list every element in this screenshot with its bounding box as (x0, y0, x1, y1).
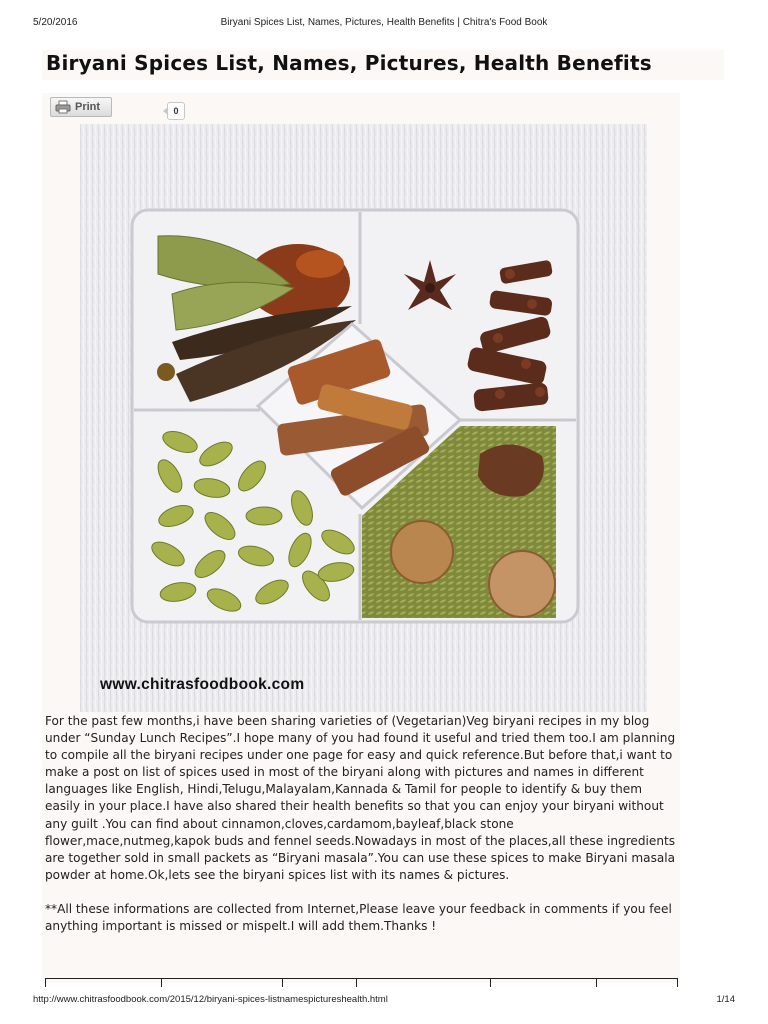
print-label: Print (75, 101, 101, 113)
page-url: http://www.chitrasfoodbook.com/2015/12/biryani-spices-listnamespictureshealth.html (33, 994, 388, 1005)
photo-watermark: www.chitrasfoodbook.com (100, 676, 305, 693)
spices-photo (80, 124, 647, 712)
table-column-divider (45, 978, 46, 987)
page-number: 1/14 (716, 994, 735, 1005)
table-top-border (45, 978, 678, 979)
table-column-divider (490, 978, 491, 987)
print-date: 5/20/2016 (33, 17, 78, 28)
table-column-divider (282, 978, 283, 987)
table-column-divider (677, 978, 678, 987)
print-button[interactable] (50, 97, 112, 117)
article-note: **All these informations are collected from Internet,Please leave your feedback in comments if you feel anything important is missed or mispelt.I will add them.Thanks ! (45, 901, 672, 934)
article-intro: For the past few months,i have been sharing varieties of (Vegetarian)Veg biryani recipes in my blog under “Sunday Lunch Recipes”.I hope many of you had found it useful and tried them too.I am planning to compile all the biryani recipes under one page for easy and quick reference.But before that,i want to make a post on list of spices used in most of the biryani along with pictures and names in different languages like English, Hindi,Telugu,Malayalam,Kannada & Tamil for people to identify & buy them easily in your place.I have also shared their health benefits so that you can enjoy your biryani without any guilt .You can find about cinnamon,cloves,cardamom,bayleaf,black stone flower,mace,nutmeg,kapok buds and fennel seeds.Nowadays in most of the places,all these ingredients are together sold in small packets as “Biryani masala”.You can use these spices to make Biryani masala powder at home.Ok,lets see the biryani spices list with its names & pictures. (45, 714, 676, 882)
printer-icon (55, 100, 71, 114)
table-column-divider (596, 978, 597, 987)
print-header (0, 17, 768, 31)
page-title: Biryani Spices List, Names, Pictures, Health Benefits (46, 51, 652, 75)
print-footer (0, 994, 768, 1008)
share-count-badge[interactable]: 0 (167, 102, 185, 120)
print-document-title: Biryani Spices List, Names, Pictures, Health Benefits | Chitra's Food Book (220, 17, 548, 28)
table-column-divider (356, 978, 357, 987)
article-body (45, 713, 677, 935)
table-column-divider (161, 978, 162, 987)
